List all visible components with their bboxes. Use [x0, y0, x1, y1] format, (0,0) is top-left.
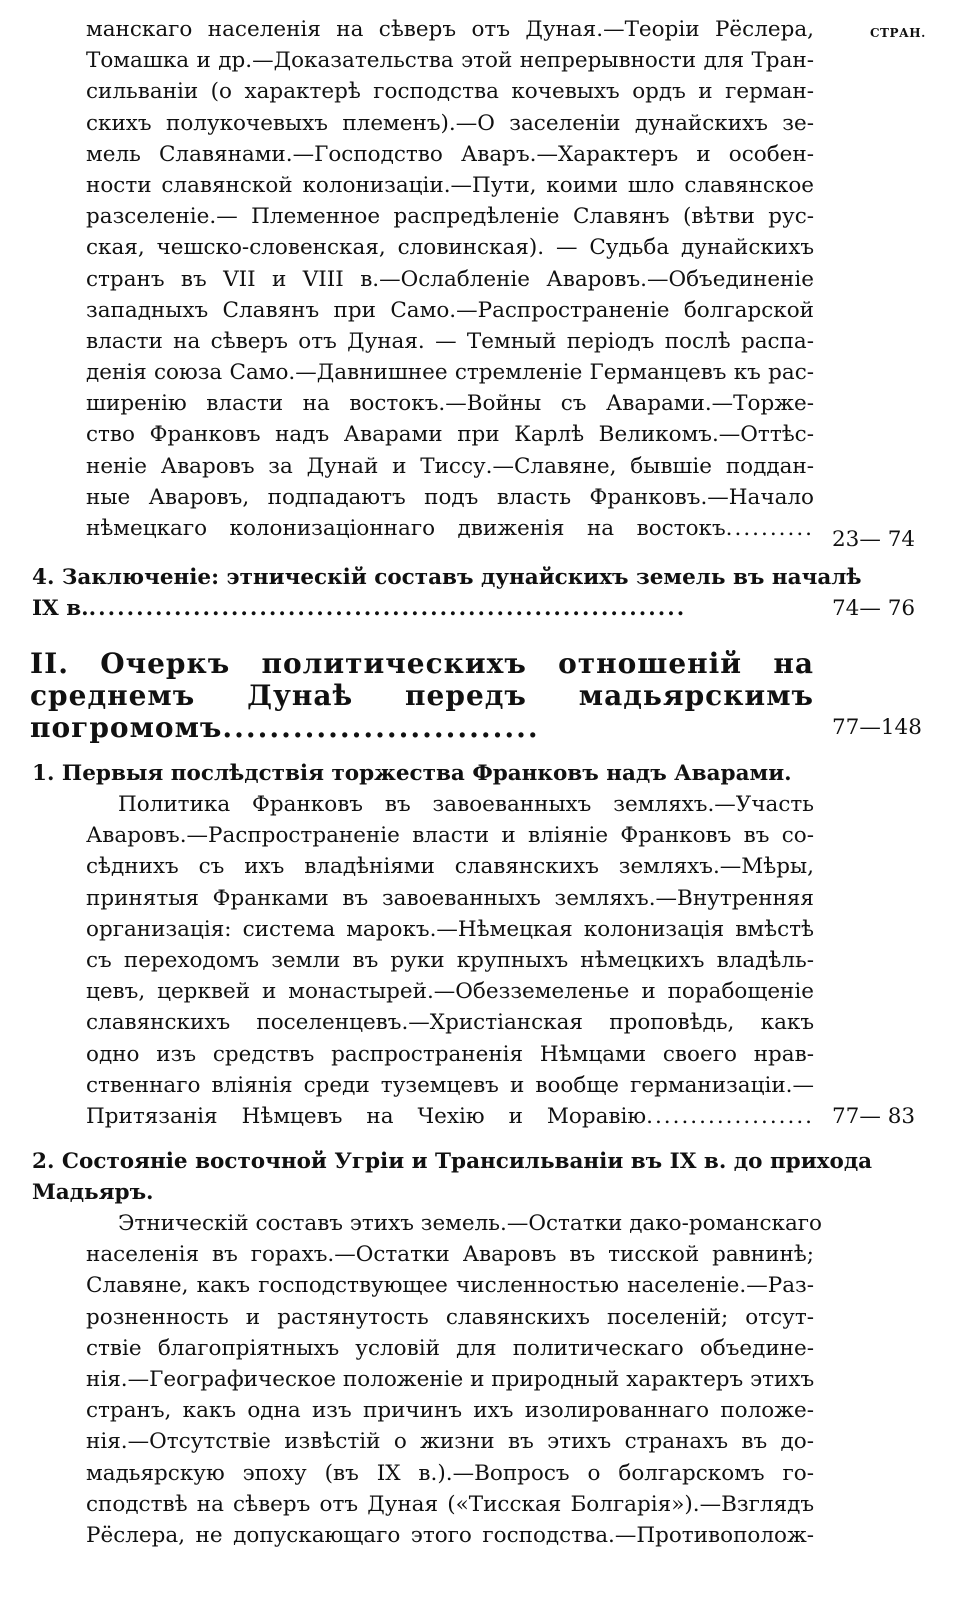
text-line: скихъ полукочевыхъ племенъ).—О заселеніи дунайскихъ зе-: [86, 110, 814, 136]
text-line: западныхъ Славянъ при Само.—Распространеніе болгарской: [86, 297, 814, 323]
text-line: Томашка и др.—Доказательства этой непрерывности для Тран-: [86, 48, 814, 74]
text-line-with-leader: [86, 1101, 814, 1132]
text-line: нія.—Отсутствіе извѣстій о жизни въ этихъ странахъ въ до-: [86, 1429, 814, 1455]
text-line: цевъ, церквей и монастырей.—Обезземеленье и порабощеніе: [86, 979, 814, 1005]
part-heading-line: среднемъ Дунаѣ передъ мадьярскимъ: [30, 679, 814, 712]
dot-leader: ...........................: [222, 711, 540, 744]
text-line: манскаго населенія на сѣверъ отъ Дуная.—Теоріи Рёслера,: [86, 17, 814, 42]
text-line: принятыя Франками въ завоеванныхъ земляхъ.—Внутренняя: [86, 885, 814, 911]
text-line: власти на сѣверъ отъ Дуная. — Темный періодъ послѣ распа-: [86, 328, 814, 354]
dot-leader: ...............................................................: [88, 596, 687, 621]
heading-line: 2. Состояніе восточной Угріи и Трансильваніи въ IX в. до прихода: [32, 1149, 873, 1174]
section-summary: [86, 789, 814, 1132]
text-line: мель Славянами.—Господство Аваръ.—Характеръ и особен-: [86, 141, 814, 167]
section-title: [32, 1146, 873, 1208]
dot-leader: ..........: [725, 516, 814, 541]
text-line: съ переходомъ земли въ руки крупныхъ нѣмецкихъ владѣль-: [86, 947, 814, 973]
part-heading-fragment: погромомъ: [30, 711, 223, 744]
text-line: сѣднихъ съ ихъ владѣніями славянскихъ земляхъ.—Мѣры,: [86, 854, 814, 880]
heading-fragment: IX в.: [32, 596, 89, 621]
text-line: нія.—Географическое положеніе и природный характеръ этихъ: [86, 1366, 815, 1392]
text-line: Рёслера, не допускающаго этого господства.—Противополож-: [86, 1522, 814, 1548]
text-line: Аваровъ.—Распространеніе власти и вліяніе Франковъ въ со-: [86, 823, 814, 849]
text-fragment: нѣмецкаго колонизаціоннаго движенія на востокъ: [86, 516, 726, 541]
text-line: ство Франковъ надъ Аварами при Карлѣ Великомъ.—Оттѣс-: [86, 422, 814, 448]
part-heading-line: II. Очеркъ политическихъ отношеній на: [30, 647, 814, 680]
text-line: странъ, какъ одна изъ причинъ ихъ изолированнаго положе-: [86, 1398, 814, 1424]
section-title: [32, 758, 814, 789]
text-line: мадьярскую эпоху (въ IX в.).—Вопросъ о болгарскомъ го-: [86, 1460, 814, 1486]
heading-line-with-leader: [32, 593, 814, 624]
text-line: разселеніе.— Племенное распредѣленіе Славянъ (вѣтви рус-: [86, 204, 814, 230]
text-line: ные Аваровъ, подпадаютъ подъ власть Франковъ.—Начало: [86, 484, 814, 510]
part-heading: [30, 648, 814, 744]
page-column-header: СТРАН.: [870, 26, 926, 40]
section-summary: [86, 1208, 822, 1551]
part-heading-line-with-leader: [30, 712, 814, 744]
toc-entry-conclusion: [32, 562, 862, 624]
page-range: 77— 83: [832, 1104, 916, 1129]
heading-line: Мадьяръ.: [32, 1180, 154, 1205]
text-line: ская, чешско-словенская, словинская). — Судьба дунайскихъ: [86, 235, 814, 261]
text-line: ственнаго вліянія среди туземцевъ и вообще германизаціи.—: [86, 1072, 814, 1098]
text-line: розненность и растянутость славянскихъ поселеній; отсут-: [86, 1304, 814, 1330]
text-line: населенія въ горахъ.—Остатки Аваровъ въ тисской равнинѣ;: [86, 1242, 814, 1268]
page-range: 77—148: [832, 715, 922, 740]
text-line-with-leader: [86, 513, 814, 544]
heading-line: 4. Заключеніе: этническій составъ дунайскихъ земель въ началѣ: [32, 565, 862, 590]
text-line: организація: система марокъ.—Нѣмецкая колонизація вмѣстѣ: [86, 916, 814, 942]
page-range: 74— 76: [832, 596, 916, 621]
page-range: 23— 74: [832, 527, 916, 552]
text-line: странъ въ VII и VIII в.—Ослабленіе Аваровъ.—Объединеніе: [86, 266, 814, 292]
toc-entry-continuation: [86, 14, 814, 544]
text-line: одно изъ средствъ распространенія Нѣмцами своего нрав-: [86, 1041, 814, 1067]
heading-line: 1. Первыя послѣдствія торжества Франковъ надъ Аварами.: [32, 761, 792, 786]
text-line: ширенію власти на востокъ.—Войны съ Аварами.—Торже-: [86, 391, 814, 417]
text-line: ности славянской колонизаціи.—Пути, коими шло славянское: [86, 172, 814, 198]
text-line: ствіе благопріятныхъ условій для политическаго объедине-: [86, 1335, 814, 1361]
text-line: Славяне, какъ господствующее численностью населеніе.—Раз-: [86, 1273, 814, 1299]
text-line: Этническій составъ этихъ земель.—Остатки дако-романскаго: [118, 1211, 822, 1236]
text-line: сподствѣ на сѣверъ отъ Дуная («Тисская Болгарія»).—Взглядъ: [86, 1491, 814, 1517]
text-line: сильваніи (о характерѣ господства кочевыхъ ордъ и герман-: [86, 79, 814, 105]
text-line: Политика Франковъ въ завоеванныхъ земляхъ.—Участь: [118, 792, 814, 817]
text-line: неніе Аваровъ за Дунай и Тиссу.—Славяне, бывшіе поддан-: [86, 453, 814, 479]
dot-leader: ...................: [646, 1103, 814, 1129]
text-fragment: Притязанія Нѣмцевъ на Чехію и Моравію: [86, 1103, 647, 1129]
text-line: денія союза Само.—Давнишнее стремленіе Германцевъ къ рас-: [86, 360, 814, 386]
text-line: славянскихъ поселенцевъ.—Христіанская проповѣдь, какъ: [86, 1010, 814, 1036]
